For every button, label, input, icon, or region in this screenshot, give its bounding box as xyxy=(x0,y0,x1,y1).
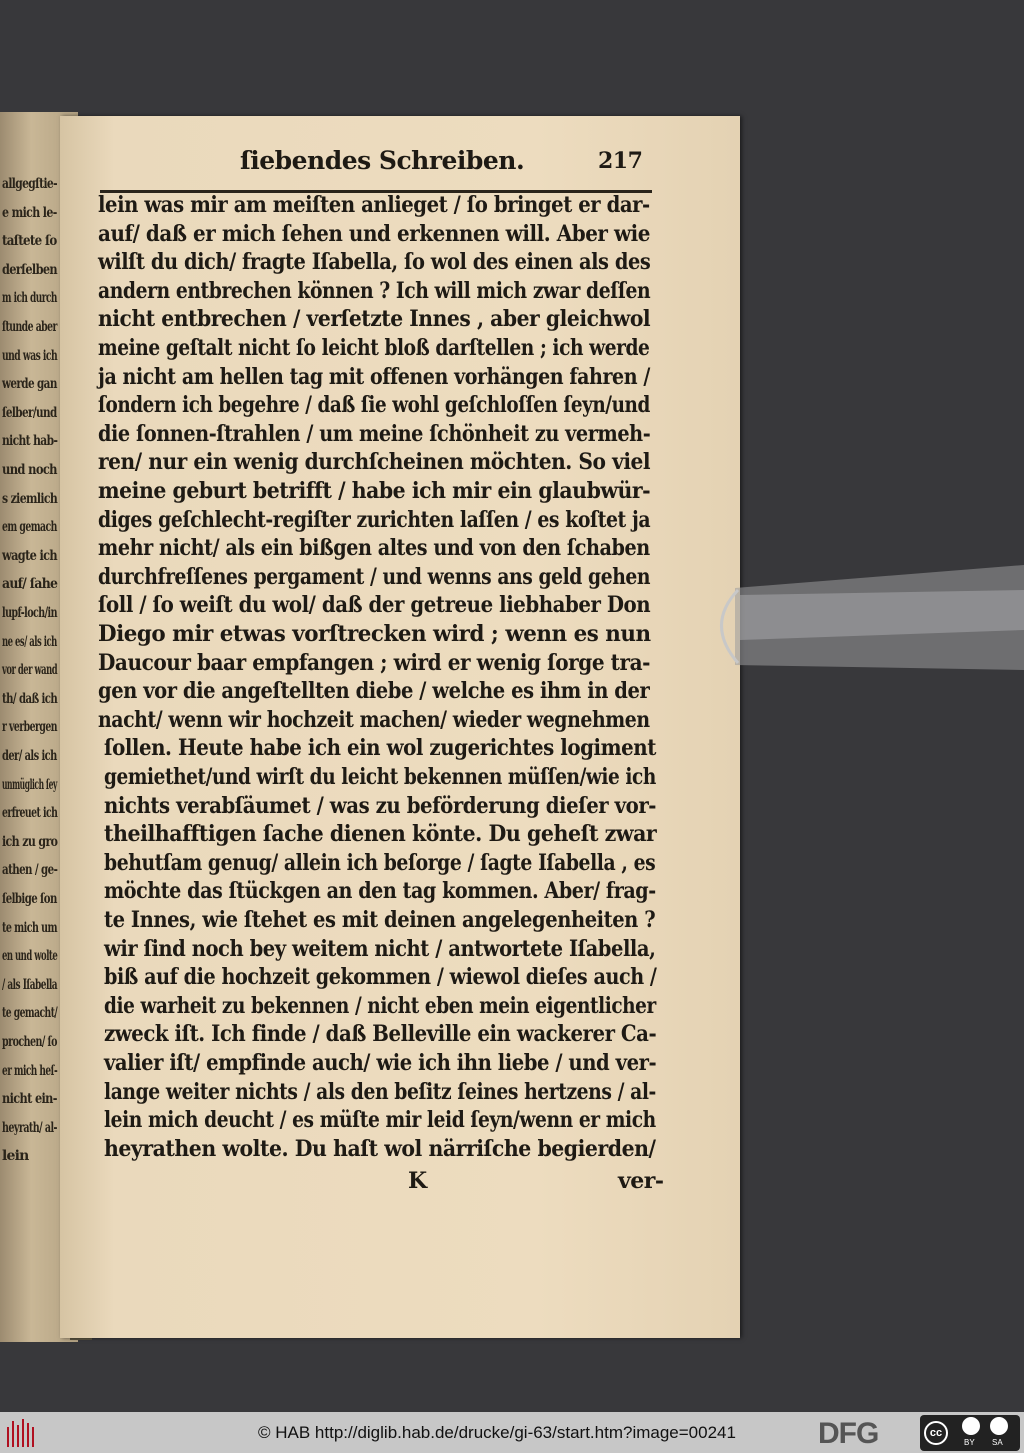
text-line: gemiethet/und wirſt du leicht bekennen müſſen/wie ich xyxy=(104,764,656,790)
text-line: valier iſt/ empfinde auch/ wie ich ihn liebe / und ver- xyxy=(104,1050,657,1076)
left-page-line: te gemacht/ xyxy=(2,1005,58,1022)
left-page-line: athen / ge- xyxy=(2,862,58,879)
left-page-line: erfreuet ich xyxy=(2,805,58,822)
text-line: nichts verabſäumet / was zu beförderung dieſer vor- xyxy=(104,792,657,819)
by-icon xyxy=(962,1417,980,1435)
text-line: zweck iſt. Ich finde / daß Belleville ein wackerer Ca- xyxy=(104,1021,657,1048)
left-page-line: vor der wand xyxy=(2,662,58,679)
running-head: ſiebendes Schreiben. xyxy=(240,146,525,175)
text-line: ja nicht am hellen tag mit offenen vorhängen fahren / xyxy=(98,363,650,390)
text-line: behutſam genug/ allein ich beſorge / ſagte Iſabella , es xyxy=(104,849,656,876)
text-line: nicht entbrechen / verſetzte Innes , aber gleichwol xyxy=(98,306,651,333)
left-page-line: lein xyxy=(2,1148,29,1165)
text-line: lein was mir am meiſten anlieget / ſo bringet er dar- xyxy=(98,192,650,218)
hab-logo-icon xyxy=(6,1417,36,1449)
text-line: auf/ daß er mich ſehen und erkennen will. Aber wie xyxy=(98,220,651,247)
sa-label: SA xyxy=(992,1438,1003,1447)
text-line: nacht/ wenn wir hochzeit machen/ wieder wegnehmen xyxy=(98,706,650,733)
text-line: die warheit zu bekennen / nicht eben mein eigentlicher xyxy=(104,992,656,1019)
cc-icon: cc xyxy=(924,1421,948,1445)
left-page-line: werde gan xyxy=(2,376,57,393)
left-page-line: prochen/ ſo xyxy=(2,1034,57,1050)
text-line: lein mich deucht / es müſte mir leid ſeyn/wenn er mich xyxy=(104,1107,656,1134)
left-page-line: ſtunde aber xyxy=(2,319,57,335)
left-page-line: ich zu gro xyxy=(2,833,58,850)
text-line: möchte das ſtückgen an den tag kommen. Aber/ frag- xyxy=(104,878,656,905)
text-line: wir ſind noch bey weitem nicht / antwortete Iſabella, xyxy=(104,935,656,962)
text-line: lange weiter nichts / als den beſitz ſeines hertzens / al- xyxy=(104,1078,656,1105)
left-page-line: er mich heſ- xyxy=(2,1062,58,1079)
left-page-line: / als Iſabella xyxy=(2,976,58,993)
text-line: andern entbrechen können ? Ich will mich zwar deſſen xyxy=(98,277,651,304)
left-page-line: ſelber/und xyxy=(2,404,57,421)
left-page-line: em gemach xyxy=(2,519,57,536)
left-page-line: ne es/ als ich xyxy=(2,633,57,650)
left-page-line: taſtete ſo xyxy=(2,233,57,250)
text-line: wilſt du dich/ fragte Iſabella, ſo wol des einen als des xyxy=(98,249,651,276)
copyright-link[interactable]: © HAB http://diglib.hab.de/drucke/gi-63/start.htm?image=00241 xyxy=(258,1423,736,1442)
footer-bar xyxy=(0,1412,1024,1453)
text-line: gen vor die angeſtellten diebe / welche es ihm in der xyxy=(98,678,650,705)
text-line: meine geburt betrifft / habe ich mir ein glaubwür- xyxy=(98,478,651,504)
left-page-line: und was ich xyxy=(2,347,58,364)
text-line: ſoll / ſo weiſt du wol/ daß der getreue liebhaber Don xyxy=(98,592,651,619)
text-line: mehr nicht/ als ein bißgen altes und von den ſchaben xyxy=(98,535,650,562)
left-page-line: nicht hab- xyxy=(2,433,58,450)
glass-weight xyxy=(700,560,1024,710)
left-page-line: ſelbige ſon xyxy=(2,891,57,907)
text-line: ren/ nur ein wenig durchſcheinen möchten. So viel xyxy=(98,449,651,476)
text-line: Daucour baar empfangen ; wird er wenig ſorge tra- xyxy=(98,649,650,676)
catchword: ver- xyxy=(618,1168,664,1194)
left-page-line: m ich durch xyxy=(2,290,57,307)
left-page-line: unmüglich ſey xyxy=(2,776,57,793)
text-line: te Innes, wie ſtehet es mit deinen angelegenheiten ? xyxy=(104,907,656,933)
dfg-logo: DFG xyxy=(818,1417,879,1450)
text-line: biß auf die hochzeit gekommen / wiewol dieſes auch / xyxy=(104,964,657,991)
text-line: meine geſtalt nicht ſo leicht bloß darſtellen ; ich werde xyxy=(98,335,650,361)
left-page-line: th/ daß ich xyxy=(2,690,58,707)
text-line: die ſonnen-ſtrahlen / um meine ſchönheit zu vermeh- xyxy=(98,420,651,447)
left-page-line: auf/ ſahe xyxy=(2,576,58,593)
left-page-line: r verbergen xyxy=(2,719,57,736)
text-line: ſollen. Heute habe ich ein wol zugerichtes logiment xyxy=(104,735,656,762)
text-line: heyrathen wolte. Du haſt wol närriſche begierden/ xyxy=(104,1135,656,1162)
left-page-line: und noch xyxy=(2,462,57,478)
text-line: durchfreſſenes pergament / und wenns ans geld gehen xyxy=(98,563,651,590)
text-line: diges geſchlecht-regiſter zurichten laſſen / es koſtet ja xyxy=(98,506,651,533)
left-page-line: en und wolte xyxy=(2,948,58,965)
text-line: theilhafftigen ſache dienen könte. Du geheſt zwar xyxy=(104,821,657,848)
left-page-line: e mich le- xyxy=(2,204,57,221)
signature-mark: K xyxy=(408,1168,427,1194)
left-page-line: heyrath/ al- xyxy=(2,1119,57,1136)
left-page-line: lupf-loch/in xyxy=(2,605,57,621)
left-page-line: der/ als ich xyxy=(2,748,57,764)
sa-icon xyxy=(990,1417,1008,1435)
left-page-line: derſelben xyxy=(2,261,58,278)
text-line: ſondern ich begehre / daß ſie wohl geſchloſſen ſeyn/und xyxy=(98,392,650,419)
left-page-line: allgegſtie- xyxy=(2,176,57,192)
cc-license-badge[interactable] xyxy=(920,1415,1020,1451)
left-page-line: wagte ich xyxy=(2,547,57,564)
left-page-line: te mich um xyxy=(2,919,57,936)
left-page-line: nicht ein- xyxy=(2,1091,57,1108)
page-number: 217 xyxy=(598,148,643,174)
left-page-line: s ziemlich xyxy=(2,490,58,507)
text-line: Diego mir etwas vorſtrecken wird ; wenn es nun xyxy=(98,621,651,647)
by-label: BY xyxy=(964,1438,975,1447)
